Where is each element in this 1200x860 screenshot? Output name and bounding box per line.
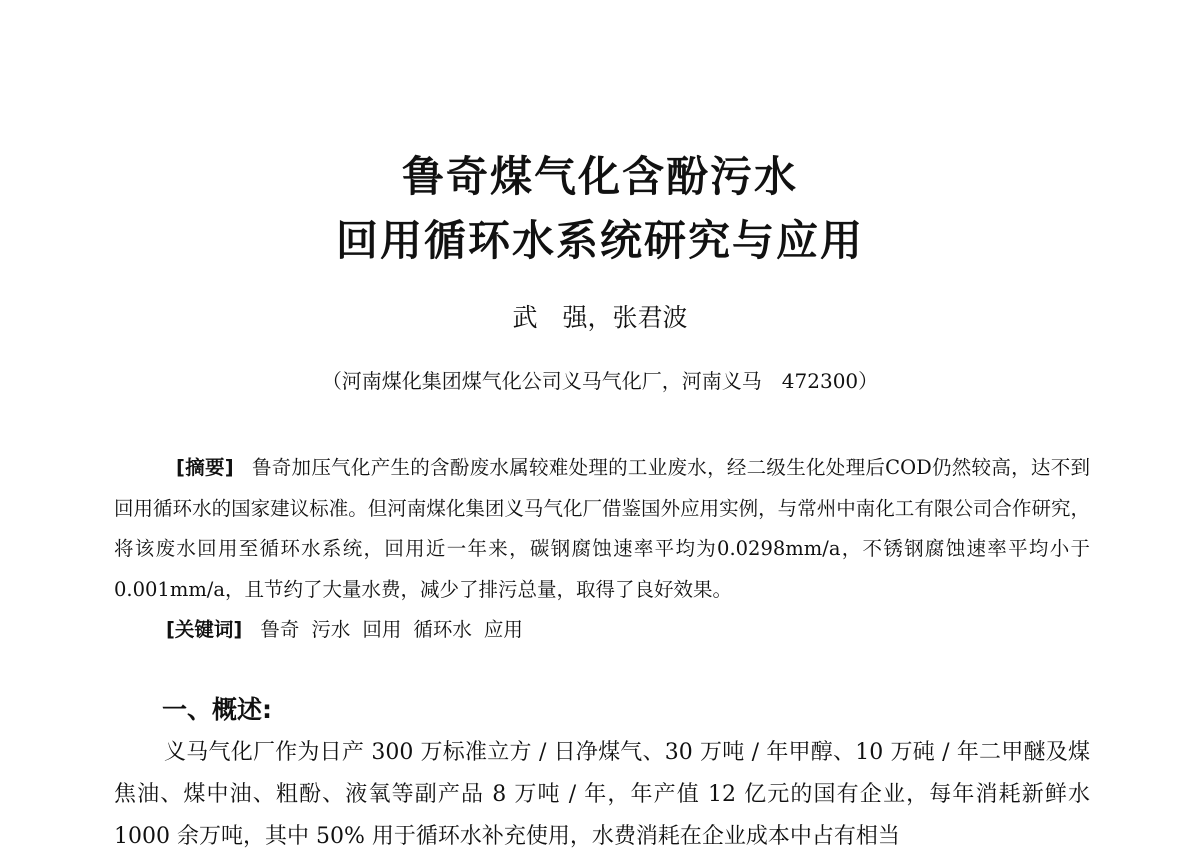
keyword: 循环水: [413, 618, 472, 641]
abstract: [114, 448, 1090, 610]
paper-affiliation: （河南煤化集团煤气化公司义马气化厂，河南义马 472300）: [321, 369, 879, 393]
keywords-label: [关键词]: [166, 618, 243, 641]
paper-title-line-1: 鲁奇煤气化含酚污水: [401, 152, 798, 201]
keyword: 回用: [362, 618, 402, 641]
paper-authors: 武 强，张君波: [512, 303, 688, 332]
section-heading: 一、概述:: [162, 695, 272, 724]
keywords: [114, 610, 1090, 650]
abstract-text: 鲁奇加压气化产生的含酚废水属较难处理的工业废水，经二级生化处理后COD仍然较高，达不到回用循环水的国家建议标准。但河南煤化集团义马气化厂借鉴国外应用实例，与常州中南化工有限公司合作研究，将该废水回用至循环水系统，回用近一年来，碳钢腐蚀速率平均为0.0298mm/a，不锈钢腐蚀速率平均小于0.001mm/a，且节约了大量水费，减少了排污总量，取得了良好效果。: [114, 456, 1090, 601]
abstract-label: [摘要]: [176, 456, 234, 479]
keyword: 鲁奇: [260, 618, 300, 641]
section-paragraph: 义马气化厂作为日产 300 万标准立方 / 日净煤气、30 万吨 / 年甲醇、10 万砘 / 年二甲醚及煤焦油、煤中油、粗酚、液氧等副产品 8 万吨 / 年，年产值 12 亿元的国有企业，每年消耗新鲜水 1000 余万吨，其中 50% 用于循环水补充使用，水费消耗在企业成本中占有相当: [114, 740, 1090, 849]
paper-title-line-2: 回用循环水系统研究与应用: [335, 216, 864, 265]
keyword: 应用: [483, 618, 523, 641]
keyword: 污水: [311, 618, 351, 641]
